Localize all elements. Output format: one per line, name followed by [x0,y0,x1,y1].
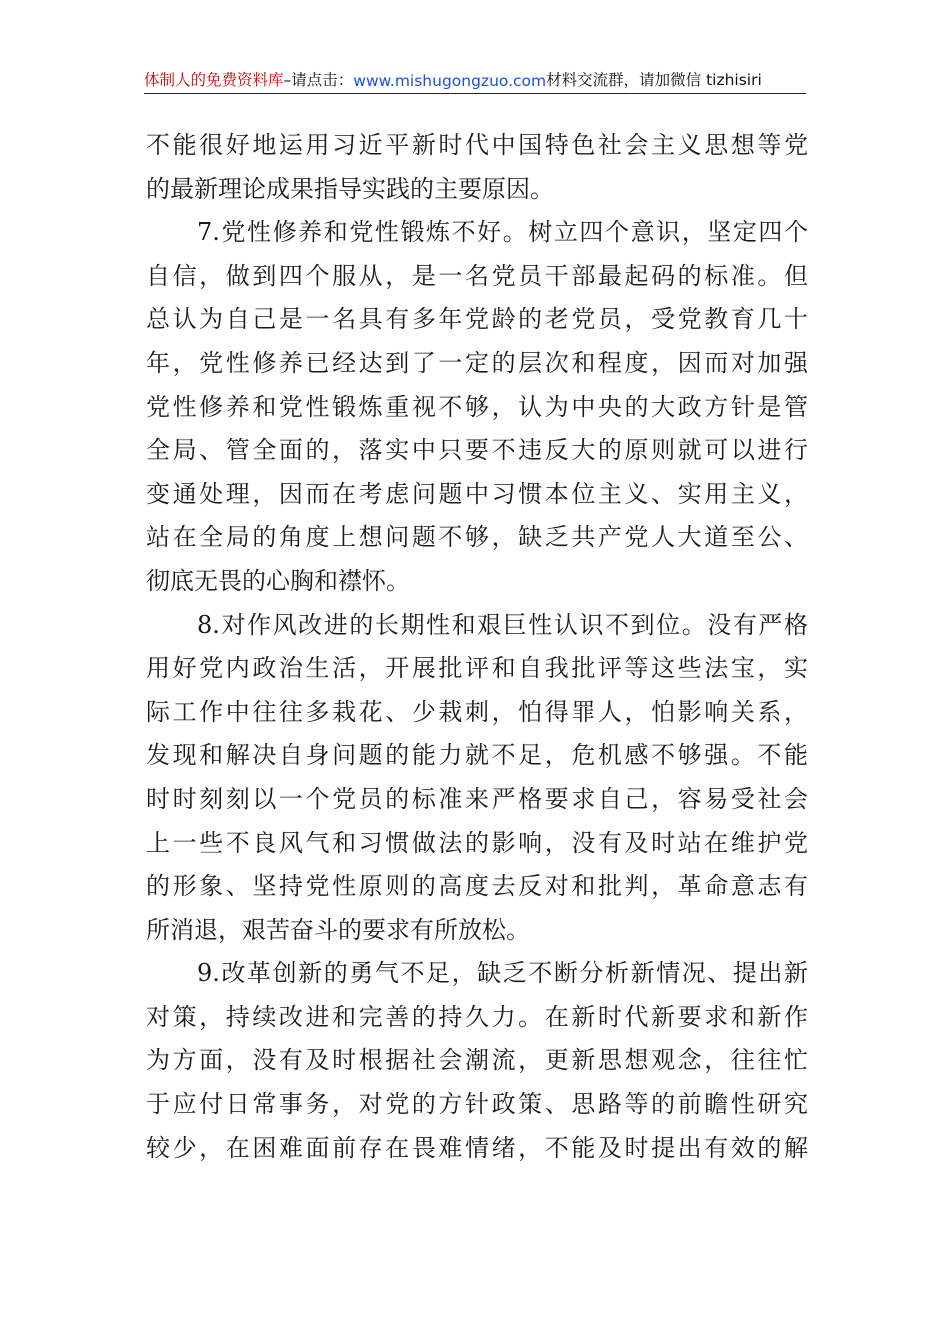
text-line: 上一些不良风气和习惯做法的影响，没有及时站在维护党 [146,828,808,857]
paragraph-item-8 [146,604,808,953]
text-line: 于应付日常事务，对党的方针政策、思路等的前瞻性研究 [146,1090,808,1119]
page-header [144,66,806,94]
paragraph-item-7 [146,211,808,603]
click-prompt: –请点击： [283,71,354,89]
text-line: 对策，持续改进和完善的持久力。在新时代新要求和新作 [146,1002,808,1031]
text-line: 用好党内政治生活，开展批评和自我批评等这些法宝，实 [146,654,808,683]
text-line: 为方面，没有及时根据社会潮流，更新思想观念，往往忙 [146,1046,808,1075]
contact-info: 材料交流群，请加微信 tizhisiri [546,71,762,89]
site-name: 体制人的免费资料库 [144,71,284,89]
text-line: 发现和解决自身问题的能力就不足，危机感不够强。不能 [146,741,808,770]
document-body [146,124,808,1170]
text-line: 自信，做到四个服从，是一名党员干部最起码的标准。但 [146,261,808,290]
text-line: 所消退，艰苦奋斗的要求有所放松。 [146,915,530,944]
text-line: 际工作中往往多栽花、少栽刺，怕得罪人，怕影响关系， [146,697,808,726]
text-line: 8.对作风改进的长期性和艰巨性认识不到位。没有严格 [197,610,808,639]
text-line: 的形象、坚持党性原则的高度去反对和批判，革命意志有 [146,872,808,901]
paragraph-continuation [146,124,808,211]
text-line: 变通处理，因而在考虑问题中习惯本位主义、实用主义， [146,479,808,508]
text-line: 彻底无畏的心胸和襟怀。 [146,566,410,595]
text-line: 7.党性修养和党性锻炼不好。树立四个意识，坚定四个 [197,218,808,247]
text-line: 不能很好地运用习近平新时代中国特色社会主义思想等党 [146,131,808,159]
text-line: 全局、管全面的，落实中只要不违反大的原则就可以进行 [146,436,808,465]
text-line: 时时刻刻以一个党员的标准来严格要求自己，容易受社会 [146,784,808,813]
site-url-link[interactable]: www.mishugongzuo.com [353,72,547,90]
text-line: 总认为自己是一名具有多年党龄的老党员，受党教育几十 [146,305,808,334]
text-line: 较少，在困难面前存在畏难情绪，不能及时提出有效的解 [146,1133,808,1162]
text-line: 的最新理论成果指导实践的主要原因。 [146,174,554,203]
text-line: 年，党性修养已经达到了一定的层次和程度，因而对加强 [146,348,808,377]
text-line: 站在全局的角度上想问题不够，缺乏共产党人大道至公、 [146,523,808,552]
paragraph-item-9 [146,952,808,1170]
text-line: 党性修养和党性锻炼重视不够，认为中央的大政方针是管 [146,392,808,421]
text-line: 9.改革创新的勇气不足，缺乏不断分析新情况、提出新 [197,959,808,988]
